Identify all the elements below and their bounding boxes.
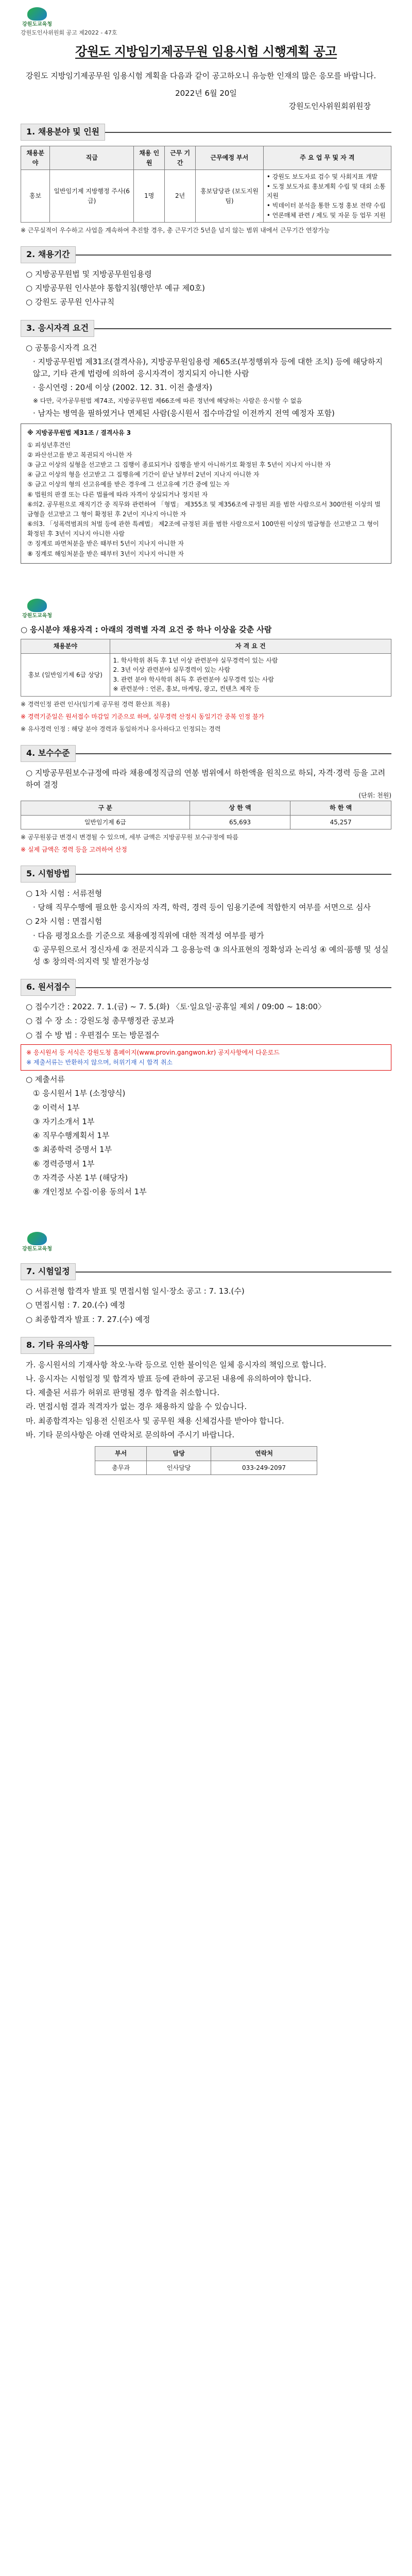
list-item: 라. 면접시험 결과 적격자가 없는 경우 채용하지 않을 수 있습니다. xyxy=(26,1402,247,1412)
box-line: ⑧ 징계로 해임처분을 받은 때부터 3년이 지나지 아니한 자 xyxy=(27,550,184,557)
cell-dept: 총무과 xyxy=(95,1461,147,1475)
list-item: ○ 공통응시자격 요건 xyxy=(26,343,97,352)
list-item: · 당해 직무수행에 필요한 응시자의 자격, 학력, 경력 등이 임용기준에 적합한지 여부를 서면으로 심사 xyxy=(33,903,371,912)
list-item: · 남자는 병역을 필하였거나 면제된 사람(응시원서 접수마감일 이전까지 전역 예정자 포함) xyxy=(33,409,335,418)
header xyxy=(21,7,391,27)
list-item: ⑥ 경력증명서 1부 xyxy=(33,1159,95,1168)
box-line: ③ 금고 이상의 실형을 선고받고 그 집행이 종료되거나 집행을 받지 아니하기로 확정된 후 5년이 지나지 아니한 자 xyxy=(27,461,331,468)
salary-lead: ○ 지방공무원보수규정에 따라 채용예정직급의 연봉 범위에서 하한액을 원칙으로 하되, 자격·경력 등을 고려하여 결정 xyxy=(26,768,386,790)
list-item: ○ 지방공무원법 및 지방공무원임용령 xyxy=(26,269,152,279)
col-header: 근무예정 부서 xyxy=(196,146,264,170)
recruitment-table xyxy=(21,146,391,223)
col-header: 상 한 액 xyxy=(190,801,290,815)
salary-unit: (단위: 천원) xyxy=(358,792,391,800)
logo-mark-icon xyxy=(27,1232,47,1245)
section-5-header xyxy=(21,866,391,883)
section-2-label: 2. 채용기간 xyxy=(21,246,76,263)
announcement-signer: 강원도인사위원회위원장 xyxy=(288,101,371,111)
cell-rank: 일반임기제 6급 xyxy=(21,815,190,829)
cell-count: 1명 xyxy=(134,170,165,223)
section-7-label: 7. 시험일정 xyxy=(21,1263,76,1280)
cell-duties: • 강원도 보도자료 검수 및 사회지표 개발 • 도정 보도자료 홍보계획 수립 및 대외 소통 지원 • 빅데이터 분석을 통한 도정 홍보 전략 수립 • 언론매체 관련 / 제도 및 자문 등 업무 지원 xyxy=(263,170,391,223)
list-item: 가. 응시원서의 기재사항 착오·누락 등으로 인한 불이익은 일체 응시자의 책임으로 합니다. xyxy=(26,1360,327,1369)
section-5-label: 5. 시험방법 xyxy=(21,866,76,883)
qualification-note: ※ 경력기준일은 원서접수 마감일 기준으로 하며, 실무경력 산정시 동일기간 중복 인정 불가 xyxy=(21,713,265,721)
section-4-label: 4. 보수수준 xyxy=(21,745,76,762)
col-header: 연락처 xyxy=(211,1447,317,1461)
box-title: ※ 지방공무원법 제31조 / 결격사유 3 xyxy=(27,429,131,437)
list-item: ○ 1차 시험 : 서류전형 xyxy=(26,888,102,898)
col-header: 채용분야 xyxy=(21,639,110,654)
qualification-note: ※ 유사경력 인정 : 해당 분야 경력과 동일하거나 유사하다고 인정되는 경력 xyxy=(21,725,221,733)
logo-text: 강원도교육청 xyxy=(22,1246,52,1252)
list-item: 나. 응시자는 시험일정 및 합격자 발표 등에 관하여 공고된 내용에 유의하여야 합니다. xyxy=(26,1374,312,1383)
cell-rank: 일반임기제 지방행정 주사(6급) xyxy=(50,170,134,223)
list-item: ○ 최종합격자 발표 : 7. 27.(수) 예정 xyxy=(26,1314,150,1324)
section-1-header xyxy=(21,124,391,141)
gangwon-logo xyxy=(21,7,54,27)
box-line: ② 파산선고를 받고 복권되지 아니한 자 xyxy=(27,451,132,459)
col-header: 채용분야 xyxy=(21,146,50,170)
list-item: ○ 강원도 공무원 인사규칙 xyxy=(26,297,115,307)
col-header: 하 한 액 xyxy=(290,801,391,815)
section-4-header xyxy=(21,745,391,762)
contact-table xyxy=(95,1446,317,1475)
section-6-header xyxy=(21,979,391,996)
logo-mark-icon xyxy=(27,599,47,612)
blue-note: ※ 제출서류는 반환하지 않으며, 허위기재 시 합격 취소 xyxy=(26,1058,173,1066)
announcement-date: 2022년 6월 20일 xyxy=(175,88,237,98)
list-item: ○ 제출서류 xyxy=(26,1075,65,1084)
section-2-header xyxy=(21,246,391,263)
list-item: ④ 직무수행계획서 1부 xyxy=(33,1131,110,1141)
box-line: ① 피성년후견인 xyxy=(27,441,71,449)
section-2-list xyxy=(21,268,391,309)
disqualification-box xyxy=(21,423,391,563)
col-header: 담당 xyxy=(147,1447,211,1461)
list-item: 바. 기타 문의사항은 아래 연락처로 문의하여 주시기 바랍니다. xyxy=(26,1430,235,1439)
list-item: ① 공무원으로서 정신자세 ② 전문지식과 그 응용능력 ③ 의사표현의 정확성과 논리성 ④ 예의·품행 및 성실성 ⑤ 창의력·의지력 및 발전가능성 xyxy=(33,944,389,967)
table-row xyxy=(21,170,391,223)
section-3-list xyxy=(21,342,391,420)
cell-max: 65,693 xyxy=(190,815,290,829)
section-5-list xyxy=(21,888,391,968)
col-header: 부서 xyxy=(95,1447,147,1461)
salary-table xyxy=(21,801,391,829)
list-item: · 지방공무원법 제31조(결격사유), 지방공무원임용령 제65조(부정행위자 등에 대한 조치) 등에 해당하지 않고, 기타 관계 법령에 의하여 응시자격이 정지되지 아니한 사람 xyxy=(33,357,383,379)
box-line: ⑤ 금고 이상의 형의 선고유예를 받은 경우에 그 선고유예 기간 중에 있는 자 xyxy=(27,481,230,488)
red-note: ※ 응시원서 등 서식은 강원도청 홈페이지(www.provin.gangwon.kr) 공지사항에서 다운로드 xyxy=(26,1048,280,1056)
list-item: ○ 지방공무원 인사분야 통합지침(행안부 예규 제0호) xyxy=(26,283,205,293)
logo-mark-icon xyxy=(27,7,47,21)
col-header: 구 분 xyxy=(21,801,190,815)
section-6-label: 6. 원서접수 xyxy=(21,979,76,996)
col-header: 주 요 업 무 및 자 격 xyxy=(263,146,391,170)
salary-note: ※ 실제 금액은 경력 등을 고려하여 산정 xyxy=(21,846,127,854)
col-header: 자 격 요 건 xyxy=(110,639,391,654)
qualification-table xyxy=(21,639,391,697)
cell-dept: 홍보담당관 (보도지원팀) xyxy=(196,170,264,223)
box-line: ④ 금고 이상의 형을 선고받고 그 집행유예 기간이 끝난 날부터 2년이 지나지 아니한 자 xyxy=(27,471,260,479)
col-header: 직급 xyxy=(50,146,134,170)
cell-min: 45,257 xyxy=(290,815,391,829)
list-item: ⑤ 최종학력 증명서 1부 xyxy=(33,1145,112,1155)
cell-team: 인사담당 xyxy=(147,1461,211,1475)
section-8-label: 8. 기타 유의사항 xyxy=(21,1337,94,1354)
list-item: ② 이력서 1부 xyxy=(33,1103,80,1112)
documents-list xyxy=(21,1074,391,1198)
section-3-label: 3. 응시자격 요건 xyxy=(21,320,94,337)
cell-period: 2년 xyxy=(165,170,196,223)
section-7-header xyxy=(21,1263,391,1280)
list-item: ○ 서류전형 합격자 발표 및 면접시험 일시·장소 공고 : 7. 13.(수) xyxy=(26,1286,245,1296)
cell-field: 홍보 xyxy=(21,170,50,223)
box-line: ⑦ 징계로 파면처분을 받은 때부터 5년이 지나지 아니한 자 xyxy=(27,540,184,548)
list-item: ⑧ 개인정보 수집·이용 동의서 1부 xyxy=(33,1187,147,1197)
logo-text: 강원도교육청 xyxy=(22,613,52,619)
box-line: ⑥의2. 공무원으로 재직기간 중 직무와 관련하여 「형법」 제355조 및 제356조에 규정된 죄를 범한 사람으로서 300만원 이상의 벌금형을 선고받고 그 형이 확정된 후 2년이 지나지 아니한 자 xyxy=(27,500,381,518)
table-row xyxy=(95,1461,317,1475)
section-8-header xyxy=(21,1337,391,1354)
list-item: · 응시연령 : 20세 이상 (2002. 12. 31. 이전 출생자) xyxy=(33,383,213,393)
list-item: 마. 최종합격자는 임용전 신원조사 및 공무원 채용 신체검사를 받아야 합니다. xyxy=(26,1416,284,1426)
list-item: ○ 접 수 장 소 : 강원도청 총무행정관 공보과 xyxy=(26,1016,175,1026)
logo-text: 강원도교육청 xyxy=(22,22,52,27)
publication-number: 강원도인사위원회 공고 제2022 - 47호 xyxy=(21,29,117,36)
list-item: ※ 다만, 국가공무원법 제74조, 지방공무원법 제66조에 따른 정년에 해당하는 사람은 응시할 수 없음 xyxy=(33,397,302,404)
cell-requirement: 1. 학사학위 취득 후 1년 이상 관련분야 실무경력이 있는 사람 2. 3년 이상 관련분야 실무경력이 있는 사람 3. 관련 분야 학사학위 취득 후 관련분야 실무경력 있는 사람 ※ 관련분야 : 언론, 홍보, 마케팅, 광고, 컨텐츠 제작 등 xyxy=(110,653,391,696)
gangwon-logo xyxy=(21,1232,54,1252)
gangwon-logo xyxy=(21,599,54,619)
list-item: ○ 면접시험 : 7. 20.(수) 예정 xyxy=(26,1300,126,1310)
box-line: ⑥의3. 「성폭력범죄의 처벌 등에 관한 특례법」 제2조에 규정된 죄를 범한 사람으로서 100만원 이상의 벌금형을 선고받고 그 형이 확정된 후 3년이 지나지 아니한 사람 xyxy=(27,520,379,538)
list-item: · 다음 평정요소를 기준으로 채용예정직위에 대한 적격성 여부를 평가 xyxy=(33,930,264,940)
cell-field: 홍보 (일반임기제 6급 상당) xyxy=(21,653,110,696)
list-item: ○ 접수기간 : 2022. 7. 1.(금) ~ 7. 5.(화) 〈토·일요일·공휴일 제외 / 09:00 ~ 18:00〉 xyxy=(26,1002,326,1012)
section-1-note: ※ 근무실적이 우수하고 사업을 계속하여 추진할 경우, 총 근무기간 5년을 넘지 않는 범위 내에서 근무기간 연장가능 xyxy=(21,227,330,234)
section-8-list xyxy=(21,1359,391,1442)
page-title xyxy=(21,42,391,61)
section-1-label: 1. 채용분야 및 인원 xyxy=(21,124,105,141)
cell-tel: 033-249-2097 xyxy=(211,1461,317,1475)
list-item: ○ 접 수 방 법 : 우편접수 또는 방문접수 xyxy=(26,1030,160,1040)
list-item: ○ 2차 시험 : 면접시험 xyxy=(26,917,102,926)
list-item: ③ 자기소개서 1부 xyxy=(33,1116,95,1126)
list-item: 다. 제출된 서류가 허위로 판명될 경우 합격을 취소합니다. xyxy=(26,1388,220,1398)
notice-box xyxy=(21,1044,391,1071)
list-item: ⑦ 자격증 사본 1부 (해당자) xyxy=(33,1173,128,1182)
title-text: 강원도 지방임기제공무원 임용시험 시행계획 공고 xyxy=(75,44,337,59)
qualification-note: ※ 경력인정 관련 인사(임기제 공무원 경력 환산표 적용) xyxy=(21,701,170,708)
col-header: 근무 기간 xyxy=(165,146,196,170)
page xyxy=(10,0,402,1496)
section-3-header xyxy=(21,320,391,337)
intro-text: 강원도 지방임기제공무원 임용시험 계획을 다음과 같이 공고하오니 유능한 인재의 많은 응모를 바랍니다. xyxy=(26,71,376,81)
box-line: ⑥ 법원의 판결 또는 다른 법률에 따라 자격이 상실되거나 정지된 자 xyxy=(27,490,208,498)
qualification-title: ○ 응시분야 채용자격 : 아래의 경력별 자격 요건 중 하나 이상을 갖춘 사람 xyxy=(21,624,272,634)
section-6-list xyxy=(21,1001,391,1041)
list-item: ① 응시원서 1부 (소정양식) xyxy=(33,1089,126,1098)
section-7-list xyxy=(21,1285,391,1326)
table-row xyxy=(21,815,391,829)
col-header: 채용 인원 xyxy=(134,146,165,170)
salary-note: ※ 공무원봉급 변경시 변경될 수 있으며, 세부 금액은 지방공무원 보수규정에 따름 xyxy=(21,834,238,841)
table-row xyxy=(21,653,391,696)
